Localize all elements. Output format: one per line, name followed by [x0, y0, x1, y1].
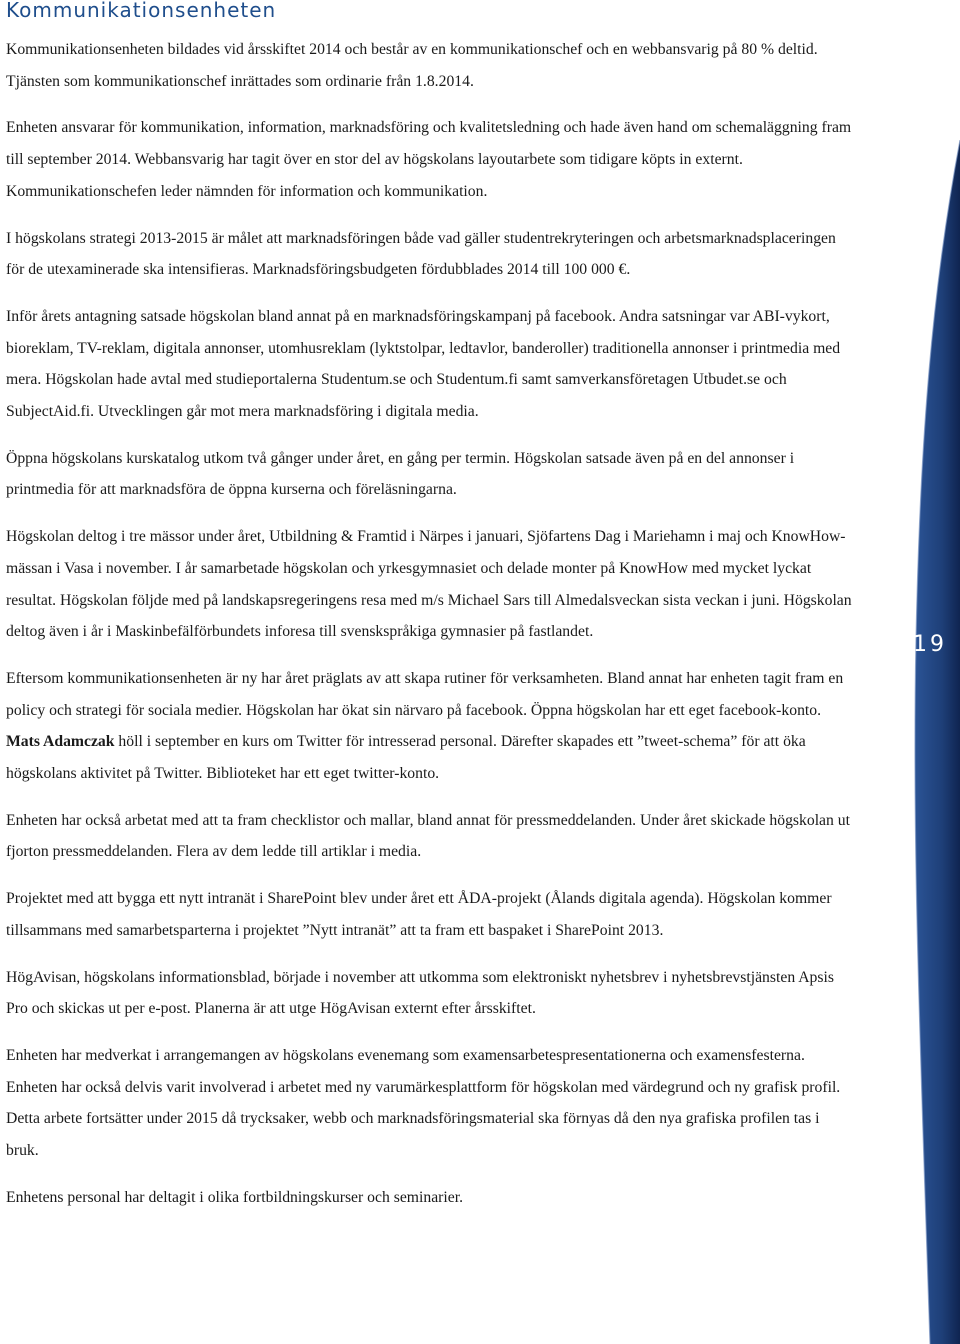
paragraph: Projektet med att bygga ett nytt intranät i SharePoint blev under året ett ÅDA-projekt (Ålands digitala agenda). Högskolan kommer tillsammans med samarbetsparterna i projektet ”Nytt intranät” att ta fram ett baspaket i SharePoint 2013. — [6, 890, 832, 939]
paragraph: I högskolans strategi 2013-2015 är målet att marknadsföringen både vad gäller studentrekryteringen och arbetsmarknadsplaceringen för de utexaminerade ska intensifieras. Marknadsföringsbudgeten fördubblades 2014 till 100 000 €. — [6, 229, 836, 279]
body-text — [6, 34, 854, 1229]
paragraph: Inför årets antagning satsade högskolan bland annat på en marknadsföringskampanj på facebook. Andra satsningar var ABI-vykort, bioreklam, TV-reklam, digitala annonser, utomhusreklam (lyktstolpar, ledtavlor, banderoller) traditionella annonser i printmedia med mera. Högskolan hade avtal med studieportalerna Studentum.se och Studentum.fi samt samverkansföretagen Utbudet.se och SubjectAid.fi. Utvecklingen går mot mera marknadsföring i digitala media. — [6, 307, 841, 421]
paragraph: Kommunikationsenheten bildades vid årsskiftet 2014 och består av en kommunikationschef och en webbansvarig på 80 % deltid. Tjänsten som kommunikationschef inrättades som ordinarie från 1.8.2014. — [6, 41, 818, 90]
paragraph: Enheten har också arbetat med att ta fram checklistor och mallar, bland annat för pressmeddelanden. Under året skickade högskolan ut fjorton pressmeddelanden. Flera av dem ledde till artiklar i media. — [6, 811, 850, 861]
page-title: Kommunikationsenheten — [6, 0, 277, 22]
page-number: 19 — [913, 632, 947, 657]
paragraph: HögAvisan, högskolans informationsblad, började i november att utkomma som elektroniskt nyhetsbrev i nyhetsbrevstjänsten Apsis Pro och skickas ut per e-post. Planerna är att utge HögAvisan externt efter årsskiftet. — [6, 968, 834, 1018]
paragraph-text: Eftersom kommunikationsenheten är ny har året präglats av att skapa rutiner för verksamheten. Bland annat har enheten tagit fram en policy och strategi för sociala medier. Högskolan har ökat sin närvaro på facebook. Öppna högskolan har ett eget facebook-konto. — [6, 669, 844, 719]
side-decoration-band — [860, 140, 960, 1344]
paragraph-text: höll i september en kurs om Twitter för intresserad personal. Därefter skapades ett ”tweet-schema” för att öka högskolans aktivitet på Twitter. Biblioteket har ett eget twitter-konto. — [6, 733, 806, 783]
person-name: Mats Adamczak — [6, 733, 115, 751]
paragraph: Enheten ansvarar för kommunikation, information, marknadsföring och kvalitetsledning och hade även hand om schemaläggning fram till september 2014. Webbansvarig har tagit över en stor del av högskolans layoutarbete som tidigare köpts in externt. Kommunikationschefen leder nämnden för information och kommunikation. — [6, 119, 852, 200]
paragraph: Enheten har medverkat i arrangemangen av högskolans evenemang som examensarbetespresentationerna och examensfesterna. Enheten har också delvis varit involverad i arbetet med ny varumärkesplattform för högskolan med värdegrund och ny grafisk profil. Detta arbete fortsätter under 2015 då trycksaker, webb och marknadsföringsmaterial ska förnyas då den nya grafiska profilen tas i bruk. — [6, 1046, 841, 1160]
paragraph: Öppna högskolans kurskatalog utkom två gånger under året, en gång per termin. Högskolan satsade även på en del annonser i printmedia för att marknadsföra de öppna kurserna och föreläsningarna. — [6, 449, 795, 499]
paragraph-with-name — [6, 663, 854, 790]
paragraph: Enhetens personal har deltagit i olika fortbildningskurser och seminarier. — [6, 1188, 463, 1206]
paragraph: Högskolan deltog i tre mässor under året, Utbildning & Framtid i Närpes i januari, Sjöfartens Dag i Mariehamn i maj och KnowHow-mässan i Vasa i november. I år samarbetade högskolan och yrkesgymnasiet och delade monter på KnowHow med mycket lyckat resultat. Högskolan följde med på landskapsregeringens resa med m/s Michael Sars till Almedalsveckan sista veckan i juni. Högskolan deltog även i år i Maskinbefälförbundets inforesa till svenskspråkiga gymnasier på fastlandet. — [6, 528, 852, 641]
